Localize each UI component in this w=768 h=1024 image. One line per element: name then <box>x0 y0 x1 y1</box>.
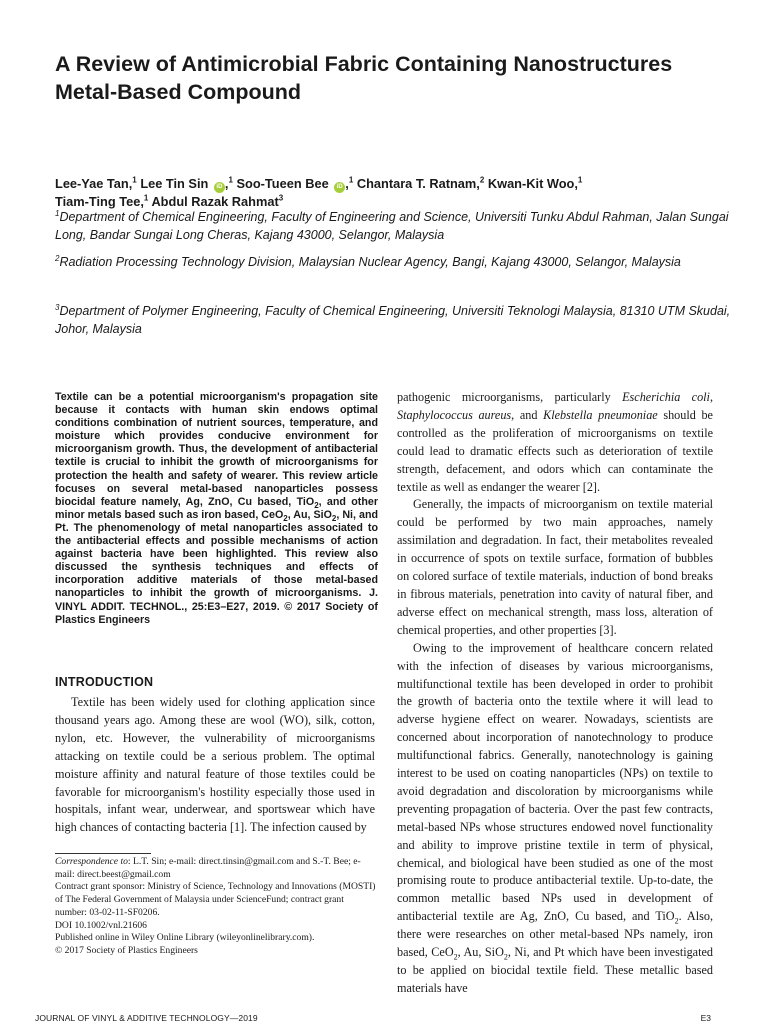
abstract <box>55 391 378 627</box>
body-text: pathogenic microorganisms, particularly <box>397 390 623 404</box>
affiliation-text: Department of Chemical Engineering, Faculty of Engineering and Science, Universiti Tunku Abdul Rahman, Jalan Sungai Long, Bandar Sungai Long Cheras, Kajang 43000, Selangor, Malaysia <box>55 210 729 242</box>
subscript: 2 <box>453 952 458 962</box>
author-list: Lee-Yae Tan,$^1$ Lee Tin Sin iD ,$^1$ Soo-Tueen Bee iD ,$^1$ Chantara T. Ratnam,$^2$ Kwan-Kit Woo,$^1$ Tiam-Ting Tee,$^1$ Abdul Razak Rahmat$^3$ <box>55 175 583 209</box>
body-text: , Ni, and Pt which have been investigated to be applied on biocidal textile field. These metallic based materials have <box>397 945 713 995</box>
introduction-left-column <box>55 694 375 837</box>
footnote <box>55 856 377 958</box>
body-paragraph: Textile has been widely used for clothing application since thousand years ago. Among these are wool (WO), silk, cotton, nylon, etc. However, the vulnerability of microorganisms attacking on textile could be a serious problem. The optimal moisture affinity and natural feature of those textiles could be favorable for microorganism's hostility especially those used in hospitals, infant wear, underwear, and sportswear which have high chances of contacting bacteria [1]. The infection caused by <box>55 695 375 835</box>
subscript: 2 <box>503 952 508 962</box>
doi[interactable]: DOI 10.1002/vnl.21606 <box>55 919 147 931</box>
author-affiliation-mark: 3 <box>278 193 284 203</box>
correspondence-label: Correspondence to <box>55 856 128 867</box>
body-paragraph: Generally, the impacts of microorganism on textile material could be performed by two main approaches, namely assimilation and degradation. In fact, their metabolites revealed in occurrence of spots on textile surface, formation of bubbles on colored surface of textile materials, induction of bond breaks in fibrous materials, penetration into cavity of natural fiber, and adverse effect on mechanical strength, mass loss, alteration of chemical properties, and other properties [3]. <box>397 497 713 637</box>
journal-footer: JOURNAL OF VINYL & ADDITIVE TECHNOLOGY—2019 <box>35 1013 258 1023</box>
correspondence-note <box>55 856 377 881</box>
author-affiliation-mark: 1 <box>132 175 137 185</box>
right-column <box>397 389 713 998</box>
body-text: , Au, SiO <box>457 945 504 960</box>
body-text: , <box>709 390 713 404</box>
author-name[interactable]: Abdul Razak Rahmat <box>151 194 279 209</box>
species-name: Staphylococcus aureus <box>397 407 512 422</box>
affiliation-number: 2 <box>55 253 60 263</box>
body-text: should be controlled as the proliferation of microorganisms on textile could lead to dramatic effects such as deterioration of textile strength, defacement, and odors which can contaminate the textile as well as endanger the wearer [2]. <box>397 407 713 494</box>
body-text: . Also, there were researches on other metal-based NPs namely, iron based, CeO <box>397 909 713 960</box>
author-affiliation-mark: 1 <box>143 193 149 203</box>
footnote-divider <box>55 853 151 854</box>
subscript: 2 <box>674 916 679 926</box>
orcid-icon[interactable]: iD <box>334 182 345 193</box>
affiliation <box>55 302 735 338</box>
species-name: Escherichia coli <box>622 390 710 404</box>
abstract-text: , Au, SiO <box>287 508 332 521</box>
author-affiliation-mark: 1 <box>228 175 233 185</box>
author-name[interactable]: Chantara T. Ratnam, <box>356 176 480 191</box>
abstract-text: , and other minor metals based such as iron based, CeO <box>55 495 378 521</box>
correspondence-text[interactable]: : L.T. Sin; e-mail: direct.tinsin@gmail.com and S.-T. Bee; e-mail: direct.beest@gmail.com <box>55 856 361 880</box>
abstract-text: , Ni, and Pt. The phenomenology of metal nanoparticles associated to the antibacterial effects and possible mechanisms of action against bacteria have been highlighted. This review also discussed the synthesis techniques and effects of incorporation additive materials of those metal-based nanoparticles to inhibit the growth of microorganisms. J. VINYL ADDIT. TECHNOL., 25:E3–E27, 2019. © 2017 Society of Plastics Engineers <box>55 508 378 626</box>
affiliation-text: Department of Polymer Engineering, Faculty of Chemical Engineering, Universiti Teknologi Malaysia, 81310 UTM Skudai, Johor, Malaysia <box>55 304 731 336</box>
page-number: E3 <box>700 1013 711 1023</box>
author-affiliation-mark: 2 <box>479 175 485 185</box>
affiliation <box>55 208 735 244</box>
grant-note: Contract grant sponsor: Ministry of Science, Technology and Innovations (MOSTI) of The Federal Government of Malaysia under ScienceFund; contract grant number: 03-02-11-SF0206. <box>55 881 376 918</box>
author-name[interactable]: Kwan-Kit Woo, <box>487 176 578 191</box>
body-text: , and <box>511 407 544 422</box>
orcid-icon[interactable]: iD <box>214 182 225 193</box>
article-title: A Review of Antimicrobial Fabric Containing Nanostructures Metal-Based Compound <box>55 52 673 104</box>
published-note[interactable]: Published online in Wiley Online Library (wileyonlinelibrary.com). <box>55 932 315 944</box>
subscript: 2 <box>331 513 337 523</box>
abstract-text: Textile can be a potential microorganism's propagation site because it contacts with human skin endows optimal conditions combination of nutrient sources, temperature, and moisture which provides conducive environment for microorganism growth. Thus, the development of antibacterial textile is crucial to inhibit the growth of microorganisms for protection the health and safety of wearer. This review article focuses on several metal-based nanoparticles possess biocidal feature namely, Ag, ZnO, Cu based, TiO <box>55 391 378 508</box>
species-name: Klebstella pneumoniae <box>543 407 658 422</box>
affiliation-number: 3 <box>55 302 60 312</box>
subscript: 2 <box>283 513 288 523</box>
section-heading-introduction: INTRODUCTION <box>55 675 154 689</box>
author-name[interactable]: Tiam-Ting Tee, <box>55 194 144 209</box>
affiliation-text: Radiation Processing Technology Division, Malaysian Nuclear Agency, Bangi, Kajang 43000, Selangor, Malaysia <box>59 255 681 269</box>
author-name[interactable]: Lee Tin Sin <box>140 176 209 191</box>
author-affiliation-mark: 1 <box>348 175 354 185</box>
body-paragraph <box>397 389 713 496</box>
affiliation-number: 1 <box>55 208 60 218</box>
body-text: Owing to the improvement of healthcare concern related with the infection of diseases by various microorganisms, multifunctional textile has been developed in order to prohibit the growth of bacteria onto the textile where it will lead to adverse hygiene effect on wearer. Nowadays, scientists are concerned about incorporation of nanotechnology to produce multifunctional fabrics. Generally, nanotechnology is gaining interest to be used on coating nanoparticles (NPs) on textile to avoid degradation and discoloration by microorganisms while preventing propagation of bacteria. Over the past few contracts, metal-based NPs whose structures endowed novel functionality and ability to improve pristine textile in term of physical, chemical, and biological have been studied as one of the most promising route to produce antibacterial textile. Up-to-date, the common metallic based NPs used in development of antibacterial textile are Ag, ZnO, Cu based, and TiO <box>397 640 713 924</box>
author-name[interactable]: Soo-Tueen Bee <box>236 176 329 191</box>
affiliation <box>55 253 735 271</box>
author-affiliation-mark: 1 <box>577 175 583 185</box>
author-name[interactable]: Lee-Yae Tan, <box>55 176 133 191</box>
body-paragraph <box>397 640 713 998</box>
subscript: 2 <box>314 500 319 510</box>
copyright-note: © 2017 Society of Plastics Engineers <box>55 944 198 956</box>
